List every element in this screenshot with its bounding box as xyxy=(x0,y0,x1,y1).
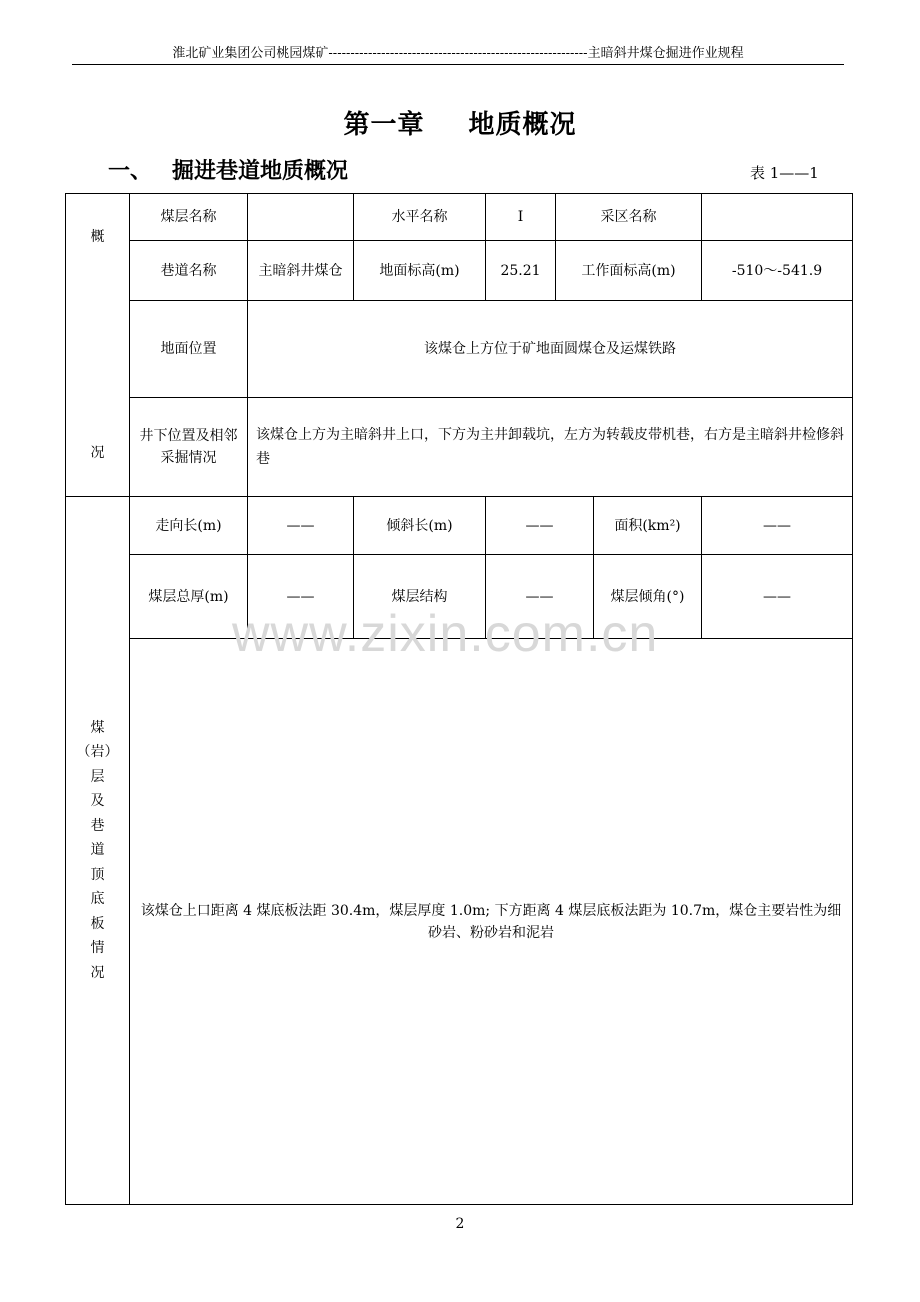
strata-char: 板 xyxy=(90,915,105,932)
underground-position-label: 井下位置及相邻采掘情况 xyxy=(130,398,248,497)
seam-dip-angle-value: —— xyxy=(702,555,853,639)
watermark: www.zixin.com.cn xyxy=(232,605,659,663)
header-rule xyxy=(72,64,844,65)
ground-elevation-value: 25.21 xyxy=(486,241,556,301)
strata-char: 层 xyxy=(90,768,105,785)
strata-char: 况 xyxy=(90,964,105,981)
strata-char: 及 xyxy=(90,793,105,810)
geology-table xyxy=(65,193,853,1205)
district-name-value xyxy=(702,194,853,241)
seam-structure-label: 煤层结构 xyxy=(354,555,486,639)
page-number: 2 xyxy=(455,1216,465,1232)
chapter-name: 地质概况 xyxy=(468,110,577,140)
ground-elevation-label: 地面标高(m) xyxy=(354,241,486,301)
area-label: 面积(km²) xyxy=(594,497,702,555)
chapter-title xyxy=(0,104,920,141)
chapter-number: 第一章 xyxy=(343,110,425,140)
dip-length-value: —— xyxy=(486,497,594,555)
section-number: 一、 xyxy=(108,158,153,184)
section-title xyxy=(108,154,348,185)
surface-position-label: 地面位置 xyxy=(130,301,248,398)
seam-thickness-label: 煤层总厚(m) xyxy=(130,555,248,639)
running-header xyxy=(72,44,844,64)
strata-label-cell xyxy=(66,497,130,1205)
coal-name-value xyxy=(248,194,354,241)
roadway-name-label: 巷道名称 xyxy=(130,241,248,301)
header-left: 淮北矿业集团公司桃园煤矿 xyxy=(172,46,329,61)
area-value: —— xyxy=(702,497,853,555)
strata-char: 底 xyxy=(90,891,105,908)
strata-char: 道 xyxy=(90,842,105,859)
header-dashes: ----------------------------------------------------------- xyxy=(328,46,588,61)
table-number: 表 1——1 xyxy=(750,164,819,182)
overview-char-1: 概 xyxy=(90,229,105,245)
strata-char: 煤 xyxy=(90,719,105,736)
strata-char: （岩） xyxy=(76,744,119,761)
roadway-name-value: 主暗斜井煤仓 xyxy=(248,241,354,301)
overview-label-cell xyxy=(66,194,130,497)
strata-char: 情 xyxy=(90,940,105,957)
overview-char-2: 况 xyxy=(90,444,105,461)
strata-char: 顶 xyxy=(90,866,105,883)
seam-dip-angle-label: 煤层倾角(°) xyxy=(594,555,702,639)
face-elevation-value: -510～-541.9 xyxy=(702,241,853,301)
face-elevation-label: 工作面标高(m) xyxy=(556,241,702,301)
strata-char: 巷 xyxy=(90,817,105,834)
coal-name-label: 煤层名称 xyxy=(130,194,248,241)
dip-length-label: 倾斜长(m) xyxy=(354,497,486,555)
level-name-value: I xyxy=(486,194,556,241)
header-right: 主暗斜井煤仓掘进作业规程 xyxy=(587,46,744,61)
seam-thickness-value: —— xyxy=(248,555,354,639)
strata-description: 该煤仓上口距离 4 煤底板法距 30.4m，煤层厚度 1.0m; 下方距离 4 煤层底板法距为 10.7m，煤仓主要岩性为细砂岩、粉砂岩和泥岩 xyxy=(130,639,853,1205)
strike-length-label: 走向长(m) xyxy=(130,497,248,555)
surface-position-value: 该煤仓上方位于矿地面圆煤仓及运煤铁路 xyxy=(248,301,853,398)
section-name: 掘进巷道地质概况 xyxy=(172,158,349,184)
district-name-label: 采区名称 xyxy=(556,194,702,241)
underground-position-value: 该煤仓上方为主暗斜井上口，下方为主井卸载坑，左方为转载皮带机巷，右方是主暗斜井检修斜巷 xyxy=(248,398,853,497)
level-name-label: 水平名称 xyxy=(354,194,486,241)
strike-length-value: —— xyxy=(248,497,354,555)
seam-structure-value: —— xyxy=(486,555,594,639)
